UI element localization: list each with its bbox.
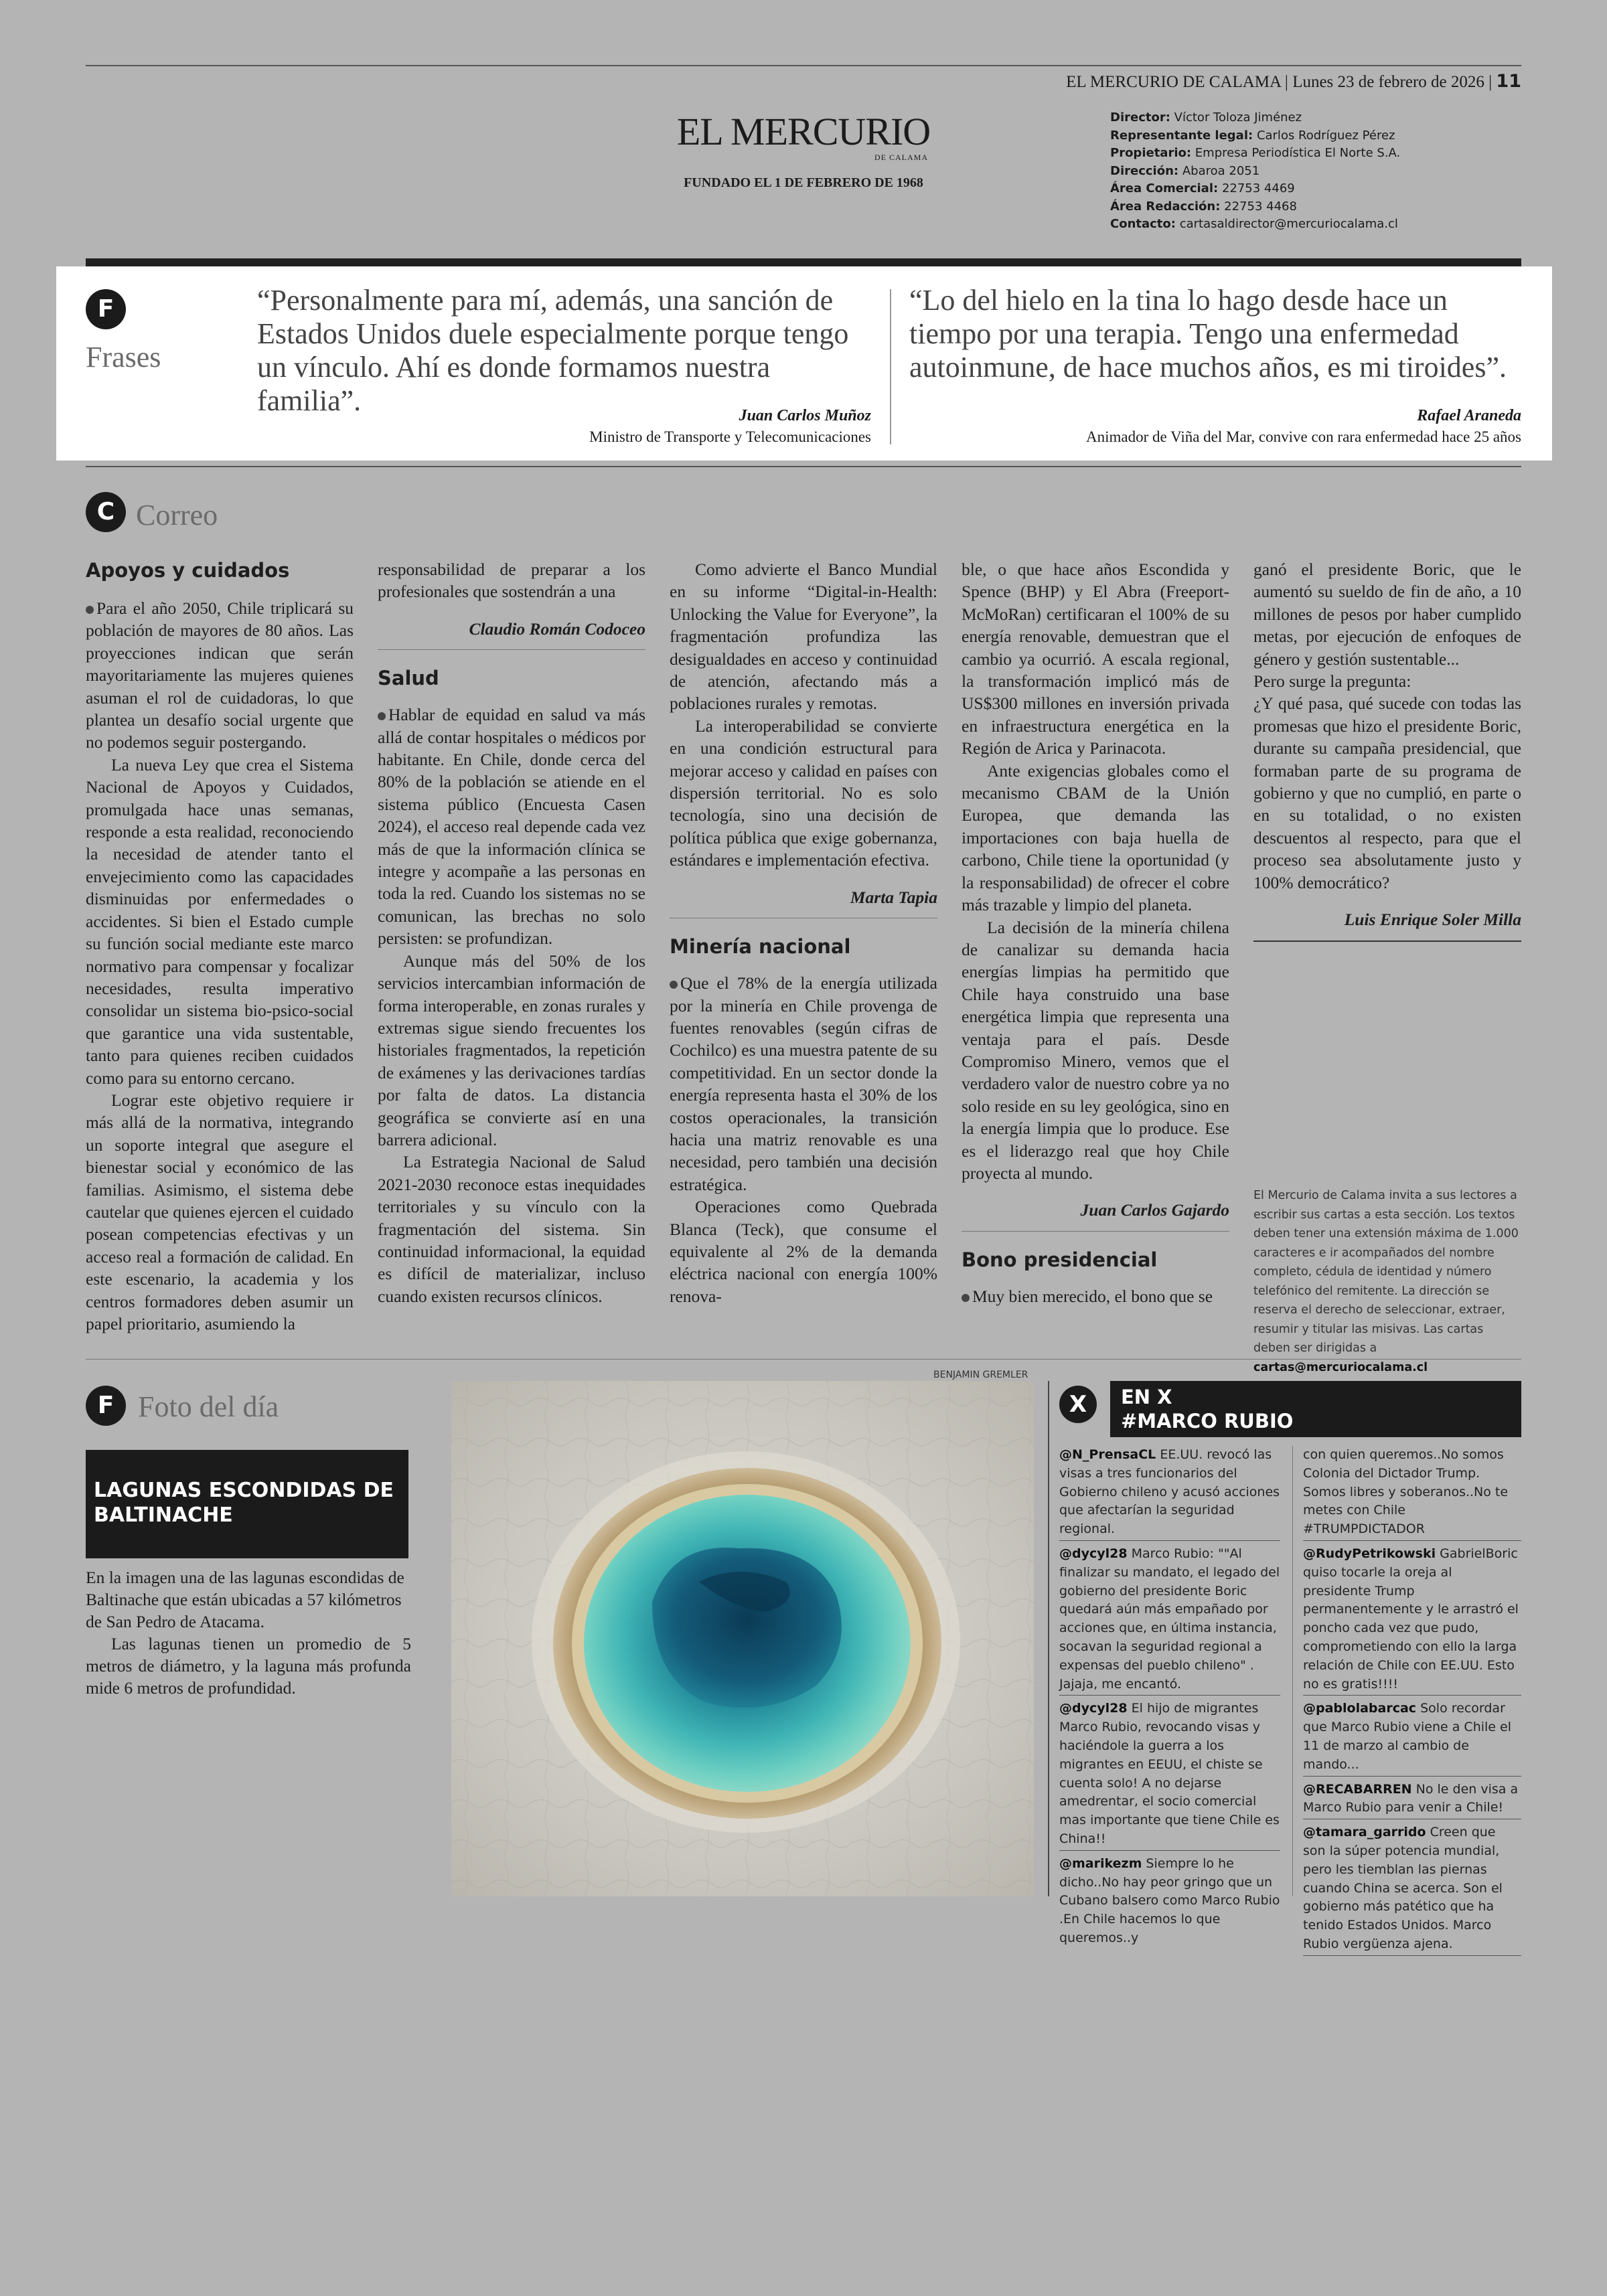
- letter-paragraph: ¿Y qué pasa, qué sucede con todas las promesas que hizo el presidente Boric, durante su campaña presidencial, que formaban parte de su programa de gobierno y que no cumplió, en parte o en su totalidad, o no existen descuentos al respecto, para que el proceso sea absolutamente justo y 100% democrático?: [1253, 693, 1521, 892]
- logo: [676, 112, 931, 163]
- letter-paragraph: La decisión de la minería chilena de canalizar su demanda hacia energías limpias ha permitido que Chile haya construido una base energética limpia que representa una ventaja para el país. Desde Compromiso Minero, vemos que el verdadero valor de nuestro cobre ya no solo reside en su ley geológica, sino en la energía limpia que lo produce. Ese es el liderazgo real que hoy Chile proyecta al mundo.: [962, 917, 1229, 1183]
- tweet: con quien queremos..No somos Colonia del Dictador Trump. Somos libres y soberanos..No te metes con Chile #TRUMPDICTADOR: [1303, 1446, 1521, 1541]
- quote-separator: [890, 289, 891, 444]
- letter-title: Minería nacional: [670, 935, 851, 959]
- foto-title: LAGUNAS ESCONDIDAS DE BALTINACHE: [94, 1479, 394, 1527]
- tweet-handle: @N_PrensaCL: [1059, 1447, 1156, 1462]
- staff-row: Área Comercial: 22753 4469: [1110, 181, 1295, 195]
- quote-2-text: “Lo del hielo en la tina lo hago desde hace un tiempo por una terapia. Tengo una enfermedad autoinmune, de hace muchos años, es mi tiroides”.: [909, 284, 1507, 384]
- staff-row: Propietario: Empresa Periodística El Norte S.A.: [1110, 146, 1401, 160]
- letter-column-5: [1253, 558, 1521, 942]
- bullet-icon: [378, 712, 386, 720]
- lagoon-photo: [451, 1381, 1034, 1896]
- letter-paragraph: Aunque más del 50% de los servicios intercambian información de forma interoperable, en zonas rurales y extremas sigue siendo frecuentes los historiales fragmentados, la repetición de exámenes y las derivaciones tardías por falta de datos. La distancia geográfica se convierte así en una barrera adicional.: [378, 951, 645, 1149]
- page-number: 11: [1496, 71, 1521, 92]
- logo-subtitle: DE CALAMA: [874, 153, 928, 162]
- tweet-handle: @pablolabarcac: [1303, 1701, 1417, 1716]
- x-icon: X: [1059, 1386, 1097, 1423]
- foto-label: Foto del día: [138, 1390, 279, 1423]
- foto-caption-paragraph: Las lagunas tienen un promedio de 5 metros de diámetro, y la laguna más profunda mide 6 metros de profundidad.: [86, 1634, 411, 1698]
- letter-apoyos-cuidados: [86, 558, 354, 1335]
- lagoon-image: [451, 1381, 1034, 1896]
- foto-caption: [86, 1566, 411, 1699]
- staff-row: Dirección: Abaroa 2051: [1110, 163, 1260, 178]
- frases-icon: F: [86, 289, 126, 329]
- letter-title: Apoyos y cuidados: [86, 559, 290, 582]
- letter-paragraph: Hablar de equidad en salud va más allá de contar hospitales o médicos por habitante. En Chile, donde cerca del 80% de la población se atiende en el sistema público (Encuesta Casen 2024), el acceso real depende cada vez más de que la información clínica se integre y acompañe a las personas en toda la red. Cuando los sistemas no se comunican, las brechas no solo persisten: se profundizan.: [378, 705, 645, 949]
- bullet-icon: [670, 981, 678, 989]
- letter-signature: Juan Carlos Gajardo: [1080, 1200, 1229, 1220]
- tweet: @dycyl28 Marco Rubio: ""Al finalizar su mandato, el legado del gobierno del presidente Boric quedará aún más empañado por acciones que, en última instancia, socavan la seguridad regional a expensas del pueblo chileno" . Jajaja, me encantó.: [1059, 1545, 1280, 1696]
- letter-paragraph: Lograr este objetivo requiere ir más allá de la normativa, integrando un soporte integral que asegure el bienestar social y económico de las familias. Asimismo, el sistema debe cautelar que quienes ejercen el cuidado posean competencias efectivas y un acceso real a formación de calidad. En este escenario, la academia y los centros formadores deben asumir un papel prioritario, asumiendo la: [86, 1090, 354, 1333]
- founded-line: FUNDADO EL 1 DE FEBRERO DE 1968: [684, 175, 923, 190]
- quote-1-author: Juan Carlos Muñoz: [739, 407, 871, 424]
- tweet-handle: @tamara_garrido: [1303, 1825, 1426, 1840]
- letter-column-2: [378, 558, 645, 1307]
- tweet-handle: @dycyl28: [1059, 1546, 1128, 1561]
- frases-bottom-rule: [86, 466, 1521, 467]
- letters-notice: El Mercurio de Calama invita a sus lectores a escribir sus cartas a esta sección. Los textos deben tener una extensión máxima de 1.000 caracteres e ir acompañados del nombre completo, cédula de identidad y número telefónico del remitente. La dirección se reserva el derecho de seleccionar, extraer, resumir y titular las misivas. Las cartas deben ser dirigidas a cartas@mercuriocalama.cl: [1253, 1189, 1519, 1374]
- tweet-handle: @RudyPetrikowski: [1303, 1546, 1436, 1561]
- letter-paragraph: La interoperabilidad se convierte en una condición estructural para mejorar acceso y calidad en países con dispersión territorial. No es solo tecnología, sino una decisión de política pública que exige gobernanza, estándares e implementación efectiva.: [670, 716, 937, 870]
- paper-name: EL MERCURIO DE CALAMA: [1066, 73, 1281, 91]
- correo-label: Correo: [136, 499, 218, 531]
- top-rule: [86, 65, 1521, 66]
- tweet: @RECABARREN No le den visa a Marco Rubio para venir a Chile!: [1303, 1781, 1521, 1820]
- foto-title-box: [86, 1450, 408, 1558]
- tweets-separator: [1292, 1446, 1293, 1896]
- foto-caption-paragraph: En la imagen una de las lagunas escondidas de Baltinache que están ubicadas a 57 kilómetros de San Pedro de Atacama.: [86, 1568, 404, 1631]
- letter-paragraph: Como advierte el Banco Mundial en su informe “Digital-in-Health: Unlocking the Value for Everyone”, la fragmentación profundiza las desigualdades en acceso y continuidad de atención, afectando más a poblaciones rurales y remotas.: [670, 560, 937, 714]
- staff-row: Director: Víctor Toloza Jiménez: [1110, 110, 1302, 125]
- frases-label: Frases: [86, 341, 161, 374]
- quote-1-text: “Personalmente para mí, además, una sanción de Estados Unidos duele especialmente porque tengo un vínculo. Ahí es donde formamos nuestra familia”.: [257, 284, 849, 417]
- tweet: @N_PrensaCL EE.UU. revocó las visas a tres funcionarios del Gobierno chileno y acusó acciones que afectarían la seguridad regional.: [1059, 1446, 1280, 1541]
- letter-divider: [1253, 940, 1521, 942]
- tweets-left-column: [1059, 1446, 1280, 1948]
- x-header-line1: EN X: [1121, 1386, 1172, 1408]
- foto-icon: F: [86, 1386, 126, 1426]
- x-header: [1110, 1381, 1521, 1437]
- staff-row: Representante legal: Carlos Rodríguez Pérez: [1110, 128, 1395, 143]
- letters-email: cartas@mercuriocalama.cl: [1253, 1360, 1428, 1374]
- letter-paragraph: Operaciones como Quebrada Blanca (Teck), que consume el equivalente al 2% de la demanda eléctrica nacional con energía 100% renova-: [670, 1197, 937, 1306]
- tweet: @tamara_garrido Creen que son la súper potencia mundial, pero les tiemblan las piernas cuando China se acerca. Son el gobierno más patético que ha tenido Estados Unidos. Marco Rubio vergüenza ajena.: [1303, 1823, 1521, 1956]
- letter-column-3: [670, 558, 937, 1307]
- letter-paragraph: Ante exigencias globales como el mecanismo CBAM de la Unión Europea, que demanda las importaciones con baja huella de carbono, Chile tiene la oportunidad (y la responsabilidad) de ofrecer el cobre más trazable y limpio del planeta.: [962, 760, 1229, 915]
- photo-credit: BENJAMIN GREMLER: [933, 1370, 1028, 1380]
- tweet-handle: @dycyl28: [1059, 1701, 1128, 1716]
- issue-date: Lunes 23 de febrero de 2026: [1292, 73, 1484, 91]
- letter-divider: [962, 1231, 1229, 1232]
- quote-1-role: Ministro de Transporte y Telecomunicaciones: [589, 428, 871, 445]
- letter-divider: [378, 649, 645, 650]
- tweet: @dycyl28 El hijo de migrantes Marco Rubio, revocando visas y haciéndole la guerra a los migrantes en EEUU, el chiste se cuenta solo! A no dejarse amedrentar, el socio comercial mas importante que tiene Chile es China!!: [1059, 1700, 1280, 1850]
- logo-title: EL MERCURIO: [676, 110, 931, 153]
- tweet-handle: @RECABARREN: [1303, 1781, 1412, 1797]
- letter-signature: Luis Enrique Soler Milla: [1344, 910, 1521, 930]
- letter-title: Salud: [378, 667, 439, 690]
- letter-paragraph: responsabilidad de preparar a los profesionales que sostendrán a una: [378, 560, 645, 602]
- letter-title: Bono presidencial: [962, 1248, 1158, 1271]
- x-header-hashtag: #MARCO RUBIO: [1121, 1410, 1294, 1432]
- correo-icon: C: [86, 492, 126, 532]
- letter-column-4: [962, 558, 1229, 1307]
- letter-paragraph: La Estrategia Nacional de Salud 2021-2030 reconoce estas inequidades territoriales y su vínculo con la fragmentación del sistema. Sin continuidad informacional, la equidad es difícil de materializar, incluso cuando existen recursos clínicos.: [378, 1152, 645, 1306]
- letter-paragraph: La nueva Ley que crea el Sistema Nacional de Apoyos y Cuidados, promulgada hace unas semanas, responde a esta realidad, reconociendo la necesidad de atender tanto el envejecimiento como las capacidades disminuidas por enfermedades o accidentes. Si bien el Estado cumple su función social mediante este marco normativo para compensar y focalizar necesidades, resulta imperativo consolidar un sistema bio-psico-social que garantice una vida sustentable, tanto para quienes reciben cuidados como para su entorno cercano.: [86, 754, 354, 1088]
- section-divider-bar: [86, 258, 1521, 266]
- letter-signature: Claudio Román Codoceo: [469, 619, 645, 639]
- tweet: @RudyPetrikowski GabrielBoric quiso tocarle la oreja al presidente Trump permanentemente y le arrastró el poncho cada vez que pudo, comprometiendo con ello la larga relación de Chile con EE.UU. Esto no es gratis!!!!: [1303, 1545, 1521, 1696]
- letter-signature: Marta Tapia: [850, 887, 937, 907]
- staff-row: Contacto: cartasaldirector@mercuriocalama.cl: [1110, 217, 1398, 231]
- quote-2-author: Rafael Araneda: [1417, 407, 1521, 424]
- tweet: @pablolabarcac Solo recordar que Marco Rubio viene a Chile el 11 de marzo al cambio de mando...: [1303, 1700, 1521, 1776]
- tweet-handle: @marikezm: [1059, 1856, 1142, 1871]
- letter-paragraph: Muy bien merecido, el bono que se: [962, 1285, 1229, 1307]
- staff-box: [1110, 109, 1400, 234]
- letter-paragraph: ganó el presidente Boric, que le aumentó su sueldo de fin de año, a 10 millones de pesos por haber cumplido metas, por ejecución de enfoques de género y gestión sustentable...: [1253, 560, 1521, 669]
- masthead-info: EL MERCURIO DE CALAMA | Lunes 23 de febrero de 2026 | 11: [1066, 71, 1521, 92]
- quote-2-role: Animador de Viña del Mar, convive con rara enfermedad hace 25 años: [1086, 428, 1521, 445]
- letter-paragraph: Para el año 2050, Chile triplicará su población de mayores de 80 años. Las proyecciones indican que serán mayoritariamente las mujeres quienes asuman el rol de cuidadoras, lo que plantea un desafío social urgente que no podemos seguir postergando.: [86, 598, 354, 752]
- tweets-right-column: [1303, 1446, 1521, 1960]
- letter-paragraph: Que el 78% de la energía utilizada por la minería en Chile provenga de fuentes renovables (según cifras de Cochilco) es una muestra patente de su competitividad. En un sector donde la energía representa hasta el 30% de los costos operacionales, la transición hacia una matriz renovable es una necesidad, pero también una decisión estratégica.: [670, 973, 937, 1194]
- tweet: @marikezm Siempre lo he dicho..No hay peor gringo que un Cubano balsero como Marco Rubio .En Chile hacemos lo que queremos..y: [1059, 1856, 1280, 1945]
- letter-paragraph: Pero surge la pregunta:: [1253, 671, 1411, 691]
- bullet-icon: [962, 1294, 970, 1302]
- x-separator: [1048, 1381, 1049, 1896]
- letter-paragraph: ble, o que hace años Escondida y Spence (BHP) y El Abra (Freeport-McMoRan) certificaran el 100% de su energía renovable, demuestran que el cambio ya ocurrió. A escala regional, la transformación implicó más de US$300 millones en inversión privada en infraestructura energética en la Región de Arica y Parinacota.: [962, 560, 1229, 758]
- bullet-icon: [86, 606, 94, 614]
- staff-row: Área Redacción: 22753 4468: [1110, 199, 1297, 214]
- correo-bottom-rule: [86, 1359, 1521, 1360]
